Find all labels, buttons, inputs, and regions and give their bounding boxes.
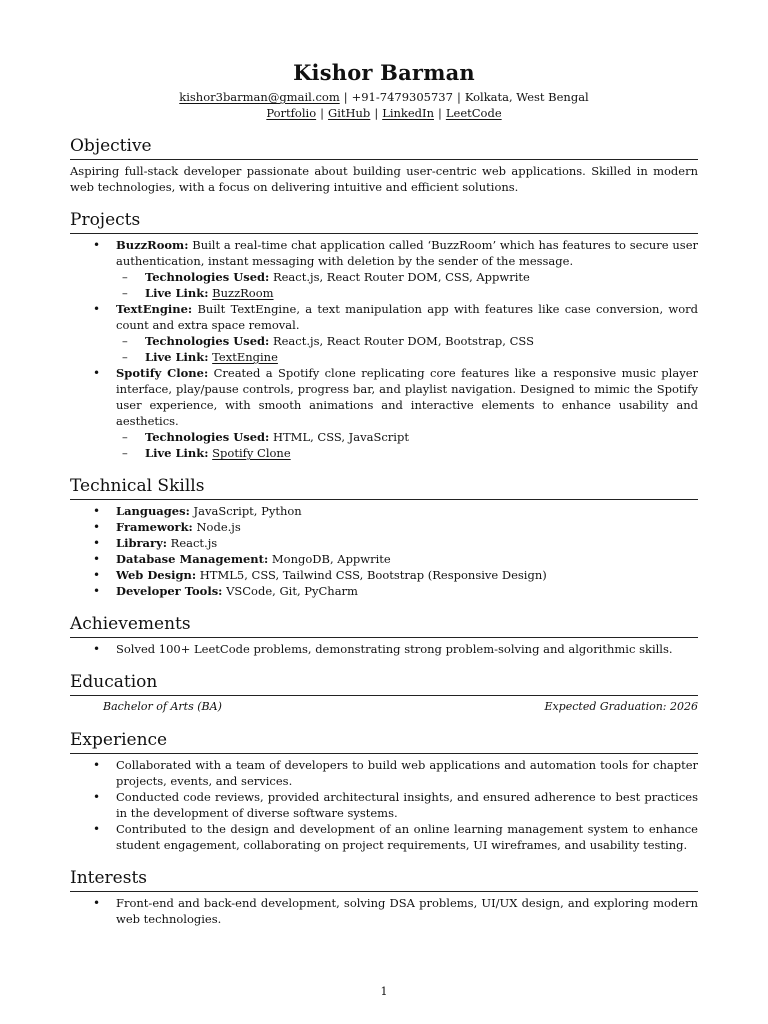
project-live-link: – Live Link: Spotify Clone: [116, 445, 698, 461]
achievements-section: [70, 613, 698, 657]
email-link[interactable]: kishor3barman@gmail.com: [179, 90, 340, 104]
degree: Bachelor of Arts (BA): [103, 700, 222, 713]
section-title-objective: Objective: [70, 135, 698, 160]
page-number: 1: [380, 985, 388, 998]
project-live-link: – Live Link: BuzzRoom: [116, 285, 698, 301]
project-name: TextEngine:: [116, 302, 193, 316]
project-name: Spotify Clone:: [116, 366, 209, 380]
leetcode-link[interactable]: LeetCode: [445, 106, 502, 120]
project-item: [70, 365, 698, 461]
experience-section: [70, 729, 698, 853]
section-title-skills: Technical Skills: [70, 475, 698, 500]
project-technologies: – Technologies Used: React.js, React Router DOM, Bootstrap, CSS: [116, 333, 698, 349]
resume-page: [70, 60, 698, 927]
project-technologies: – Technologies Used: HTML, CSS, JavaScript: [116, 429, 698, 445]
project-name: BuzzRoom:: [116, 238, 189, 252]
location: Kolkata, West Bengal: [464, 90, 589, 104]
graduation-date: Expected Graduation: 2026: [544, 700, 698, 713]
project-item: [70, 237, 698, 301]
section-title-interests: Interests: [70, 867, 698, 892]
spotify-clone-link[interactable]: Spotify Clone: [212, 446, 291, 460]
skill-item: • Database Management: MongoDB, Appwrite: [70, 551, 698, 567]
portfolio-link[interactable]: Portfolio: [266, 106, 317, 120]
section-title-achievements: Achievements: [70, 613, 698, 638]
skill-item: • Web Design: HTML5, CSS, Tailwind CSS, Bootstrap (Responsive Design): [70, 567, 698, 583]
project-item: [70, 301, 698, 365]
experience-item: • Conducted code reviews, provided architectural insights, and ensured adherence to best practices in the development of diverse software systems.: [70, 789, 698, 821]
project-description: Built TextEngine, a text manipulation app with features like case conversion, word count and extra space removal.: [116, 302, 699, 332]
education-row: [70, 696, 698, 715]
phone-number: +91-7479305737: [351, 90, 453, 104]
profile-links: Portfolio | GitHub | LinkedIn | LeetCode: [266, 106, 502, 120]
objective-text: Aspiring full-stack developer passionate about building user-centric web applications. Skilled in modern web technologies, with a focus on delivering intuitive and efficient solutions.: [70, 164, 698, 194]
project-technologies: – Technologies Used: React.js, React Router DOM, CSS, Appwrite: [116, 269, 698, 285]
github-link[interactable]: GitHub: [328, 106, 371, 120]
skills-section: [70, 475, 698, 599]
skill-item: • Library: React.js: [70, 535, 698, 551]
section-title-experience: Experience: [70, 729, 698, 754]
project-description: Built a real-time chat application called ‘BuzzRoom’ which has features to secure user authentication, instant messaging with deletion by the sender of the message.: [116, 238, 698, 268]
skill-item: • Languages: JavaScript, Python: [70, 503, 698, 519]
project-description: Created a Spotify clone replicating core features like a responsive music player interface, play/pause controls, progress bar, and playlist navigation. Designed to mimic the Spotify user experience, with smooth animations and interactive elements to enhance usability and aesthetics.: [116, 366, 699, 428]
candidate-name: Kishor Barman: [293, 60, 475, 85]
skill-item: • Framework: Node.js: [70, 519, 698, 535]
linkedin-link[interactable]: LinkedIn: [382, 106, 434, 120]
experience-item: • Collaborated with a team of developers to build web applications and automation tools for chapter projects, events, and services.: [70, 757, 698, 789]
resume-header: [70, 60, 698, 121]
projects-section: [70, 209, 698, 461]
skill-item: • Developer Tools: VSCode, Git, PyCharm: [70, 583, 698, 599]
textengine-link[interactable]: TextEngine: [212, 350, 278, 364]
project-live-link: – Live Link: TextEngine: [116, 349, 698, 365]
experience-item: • Contributed to the design and development of an online learning management system to enhance student engagement, collaborating on project requirements, UI wireframes, and usability testing.: [70, 821, 698, 853]
section-title-education: Education: [70, 671, 698, 696]
interest-item: • Front-end and back-end development, solving DSA problems, UI/UX design, and exploring modern web technologies.: [70, 895, 698, 927]
interests-section: [70, 867, 698, 927]
buzzroom-link[interactable]: BuzzRoom: [212, 286, 274, 300]
achievement-item: • Solved 100+ LeetCode problems, demonstrating strong problem-solving and algorithmic skills.: [70, 641, 698, 657]
contact-line: kishor3barman@gmail.com | +91-7479305737 | Kolkata, West Bengal: [179, 90, 589, 104]
objective-section: [70, 135, 698, 195]
education-section: [70, 671, 698, 715]
section-title-projects: Projects: [70, 209, 698, 234]
